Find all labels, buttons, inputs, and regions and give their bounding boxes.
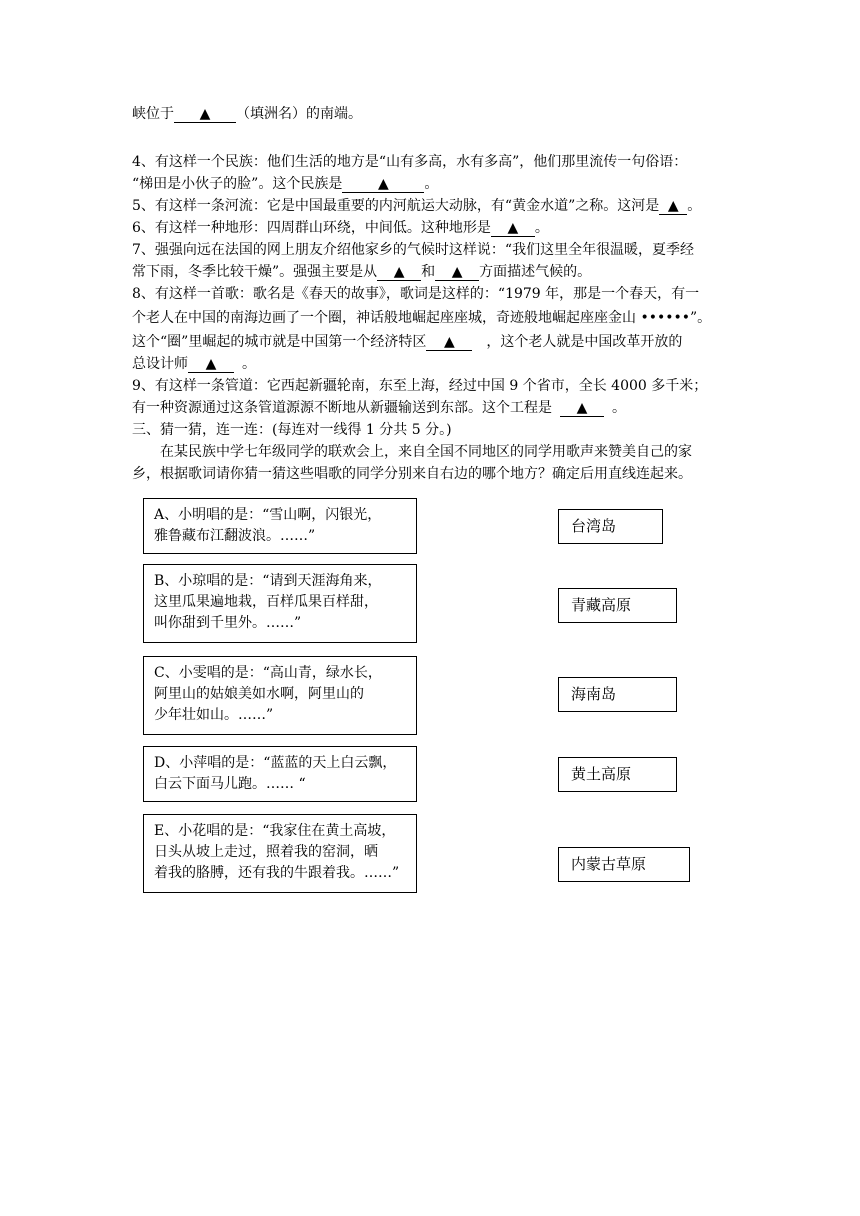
song-box-e[interactable] bbox=[143, 814, 417, 893]
answer-blank[interactable] bbox=[659, 198, 687, 215]
question-5 bbox=[132, 196, 701, 216]
q4-text-3: 。 bbox=[424, 176, 439, 192]
song-line: D、小萍唱的是：“蓝蓝的天上白云飘， bbox=[154, 755, 397, 771]
blank-marker: ▲ bbox=[377, 176, 389, 192]
blank-marker: ▲ bbox=[205, 356, 217, 372]
place-label: 黄土高原 bbox=[571, 765, 632, 783]
q8-text-6: 。 bbox=[242, 356, 256, 372]
question-8-line-4 bbox=[132, 354, 256, 374]
song-box-d[interactable] bbox=[143, 746, 417, 802]
q5-text: 5、有这样一条河流：它是中国最重要的内河航运大动脉，有“黄金水道”之称。这河是 bbox=[132, 198, 660, 214]
place-label: 台湾岛 bbox=[571, 517, 617, 535]
question-7-line-2 bbox=[132, 262, 591, 282]
song-box-a[interactable] bbox=[143, 498, 417, 554]
q4-text-1: 4、有这样一个民族：他们生活的地方是“山有多高，水有多高”，他们那里流传一句俗语： bbox=[132, 154, 688, 170]
intro-text-1: 在某民族中学七年级同学的联欢会上，来自全国不同地区的同学用歌声来赞美自己的家 bbox=[160, 444, 692, 460]
blank-marker: ▲ bbox=[451, 264, 463, 280]
song-line: 日头从坡上走过，照着我的窑洞，晒 bbox=[154, 844, 378, 860]
place-label: 海南岛 bbox=[571, 685, 617, 703]
song-line: B、小琼唱的是：“请到天涯海角来， bbox=[154, 573, 382, 589]
blank-marker: ▲ bbox=[576, 400, 588, 416]
section-3-intro-1 bbox=[160, 442, 692, 462]
question-6 bbox=[132, 218, 549, 238]
q9-text-1: 9、有这样一条管道：它西起新疆轮南，东至上海，经过中国 9 个省市，全长 4000 多千米； bbox=[132, 378, 708, 394]
q8-text-4: ，这个老人就是中国改革开放的 bbox=[486, 334, 683, 350]
song-line: A、小明唱的是：“雪山啊，闪银光， bbox=[154, 507, 382, 523]
q7-text-1: 7、强强向远在法国的网上朋友介绍他家乡的气候时这样说：“我们这里全年很温暖，夏季经 bbox=[132, 242, 695, 258]
place-box-hainan[interactable] bbox=[558, 677, 677, 712]
blank-marker: ▲ bbox=[667, 198, 679, 214]
question-4-line-1 bbox=[132, 152, 687, 172]
answer-blank[interactable] bbox=[426, 334, 472, 351]
section-3-intro-2 bbox=[132, 464, 692, 484]
place-label: 青藏高原 bbox=[571, 596, 632, 614]
song-line: E、小花唱的是：“我家住在黄土高坡， bbox=[154, 823, 396, 839]
song-line: 少年壮如山。……” bbox=[154, 707, 274, 723]
answer-blank[interactable] bbox=[491, 220, 535, 237]
section-3-heading bbox=[132, 420, 452, 440]
question-4-line-2 bbox=[132, 174, 438, 194]
place-box-huangtu[interactable] bbox=[558, 757, 677, 792]
q6-text: 6、有这样一种地形：四周群山环绕，中间低。这种地形是 bbox=[132, 220, 491, 236]
song-line: 这里瓜果遍地栽，百样瓜果百样甜， bbox=[154, 594, 378, 610]
song-line: 雅鲁藏布江翻波浪。……” bbox=[154, 528, 316, 544]
song-line: 阿里山的姑娘美如水啊，阿里山的 bbox=[154, 686, 364, 702]
q5-post: 。 bbox=[687, 198, 702, 214]
q8-text-1: 8、有这样一首歌：歌名是《春天的故事》，歌词是这样的：“1979 年，那是一个春天，有一 bbox=[132, 286, 700, 302]
song-line: 着我的胳膊，还有我的牛跟着我。……” bbox=[154, 865, 400, 881]
answer-blank[interactable] bbox=[188, 356, 234, 373]
song-line: 叫你甜到千里外。……” bbox=[154, 615, 302, 631]
q8-text-3: 这个“圈”里崛起的城市就是中国第一个经济特区 bbox=[132, 334, 427, 350]
answer-blank[interactable] bbox=[377, 264, 421, 281]
blank-marker: ▲ bbox=[393, 264, 405, 280]
question-7-line-1 bbox=[132, 240, 694, 260]
q6-post: 。 bbox=[534, 220, 549, 236]
question-8-line-1 bbox=[132, 284, 699, 304]
frag-pre: 峡位于 bbox=[132, 106, 174, 122]
q9-text-3: 。 bbox=[612, 400, 626, 416]
q7-mid: 和 bbox=[421, 264, 436, 280]
blank-marker: ▲ bbox=[507, 220, 519, 236]
blank-marker: ▲ bbox=[199, 106, 211, 122]
section-heading-text: 三、猜一猜，连一连：(每连对一线得 1 分共 5 分。) bbox=[132, 422, 452, 438]
q7-text-3: 方面描述气候的。 bbox=[479, 264, 592, 280]
song-box-c[interactable] bbox=[143, 656, 417, 735]
q7-text-2: 常下雨，冬季比较干燥”。强强主要是从 bbox=[132, 264, 378, 280]
q8-text-2: 个老人在中国的南海边画了一个圈，神话般地崛起座座城，奇迹般地崛起座座金山 ••••••”。 bbox=[132, 310, 712, 326]
song-line: 白云下面马儿跑。…… “ bbox=[154, 776, 306, 792]
place-label: 内蒙古草原 bbox=[571, 855, 647, 873]
q4-text-2: “梯田是小伙子的脸”。这个民族是 bbox=[132, 176, 343, 192]
place-box-taiwan[interactable] bbox=[558, 509, 663, 544]
song-box-b[interactable] bbox=[143, 564, 417, 643]
song-line: C、小雯唱的是：“高山青，绿水长， bbox=[154, 665, 382, 681]
place-box-qingzang[interactable] bbox=[558, 588, 677, 623]
question-8-line-2 bbox=[132, 308, 711, 328]
q9-text-2: 有一种资源通过这条管道源源不断地从新疆输送到东部。这个工程是 bbox=[132, 400, 552, 416]
answer-blank[interactable] bbox=[435, 264, 479, 281]
question-9-line-2 bbox=[132, 398, 626, 418]
question-9-line-1 bbox=[132, 376, 707, 396]
blank-marker: ▲ bbox=[443, 334, 455, 350]
continuation-line bbox=[132, 104, 362, 124]
place-box-neimenggu[interactable] bbox=[558, 847, 690, 882]
answer-blank[interactable] bbox=[342, 176, 424, 193]
frag-post: （填洲名）的南端。 bbox=[236, 106, 362, 122]
answer-blank[interactable] bbox=[560, 400, 604, 417]
intro-text-2: 乡，根据歌词请你猜一猜这些唱歌的同学分别来自右边的哪个地方？确定后用直线连起来。 bbox=[132, 466, 692, 482]
q8-text-5: 总设计师 bbox=[132, 356, 188, 372]
answer-blank[interactable] bbox=[174, 106, 236, 123]
question-8-line-3 bbox=[132, 332, 682, 352]
